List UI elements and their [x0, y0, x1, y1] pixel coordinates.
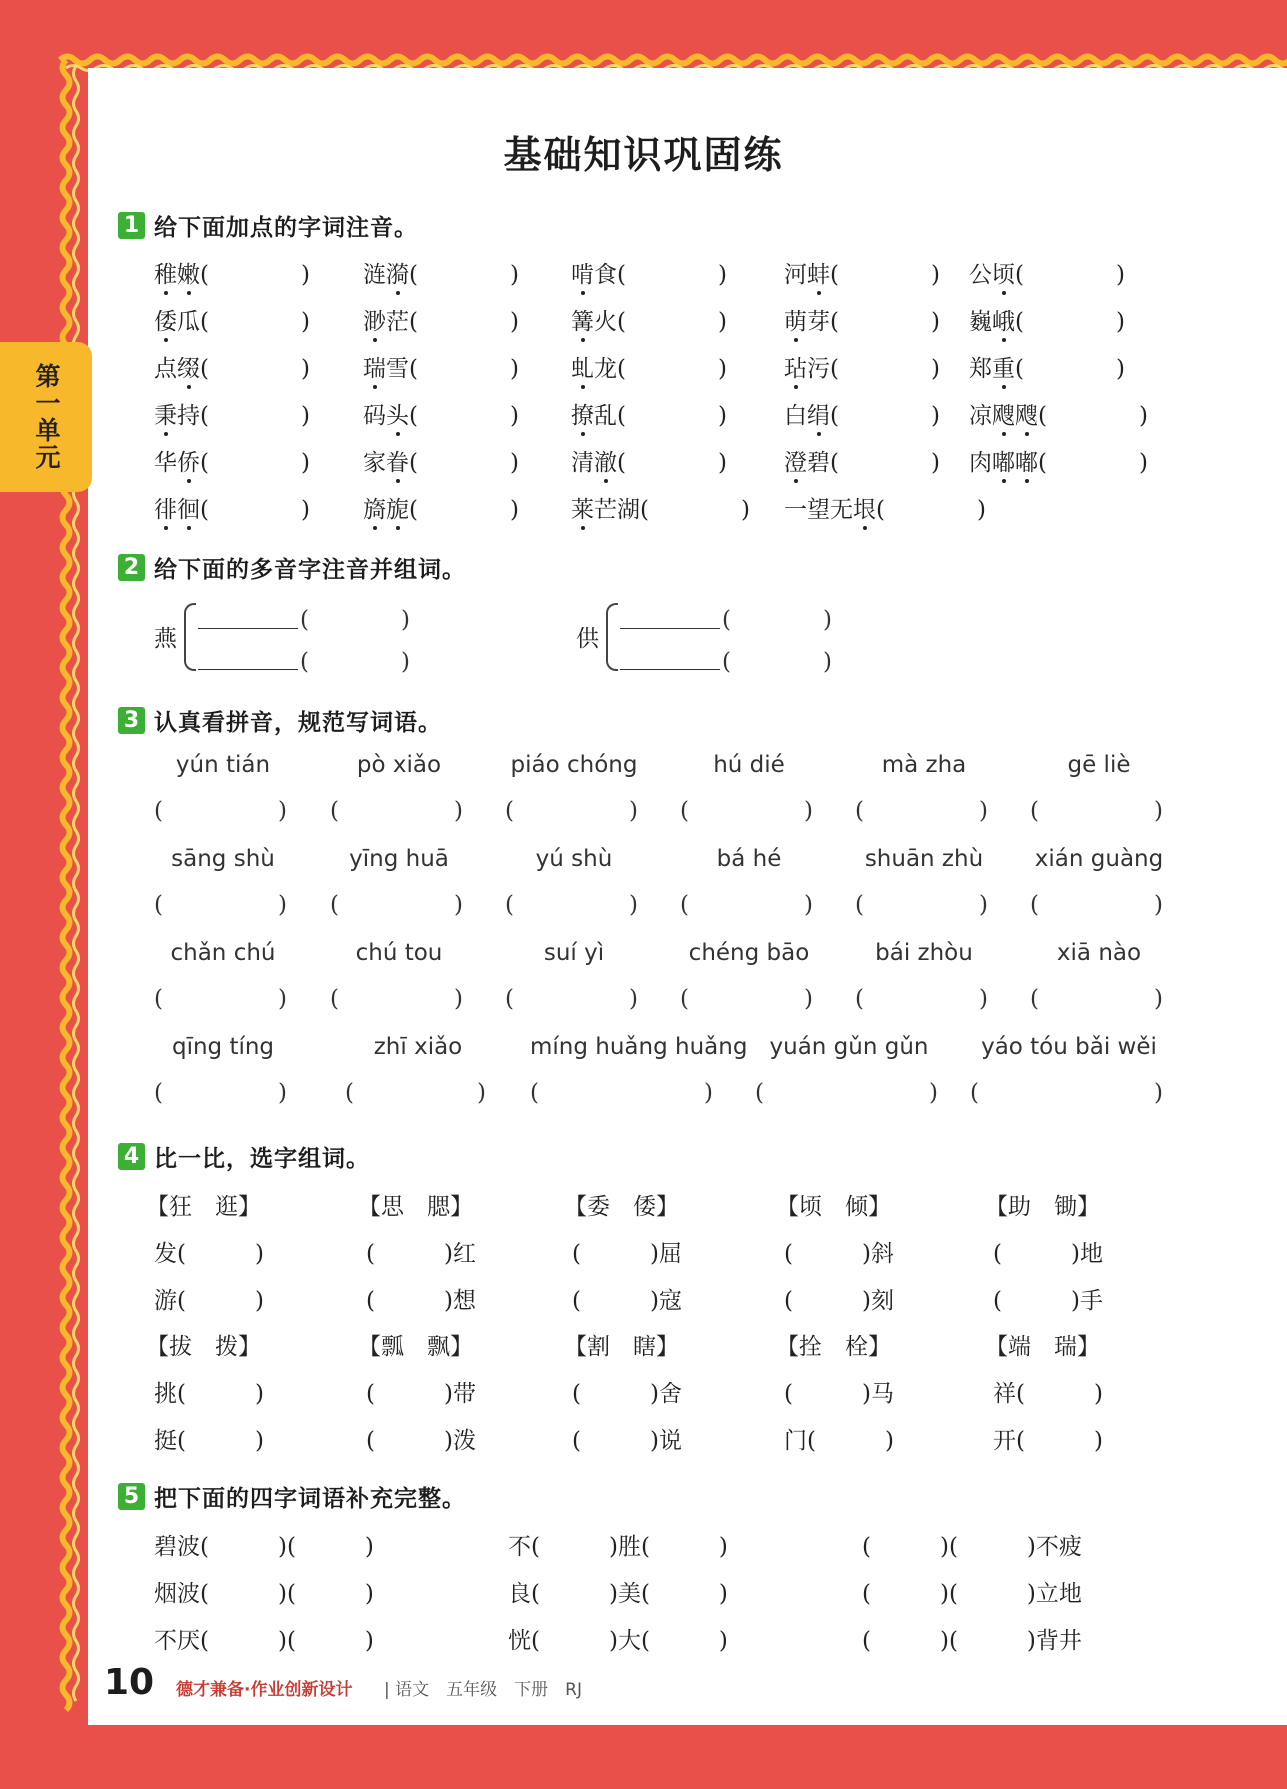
- vocab-item: [154, 256, 310, 289]
- vocab-item: [969, 256, 1125, 289]
- vocab-item: [363, 350, 519, 383]
- answer-paren[interactable]: ( ): [830, 309, 940, 335]
- section-5-header: [118, 1480, 466, 1513]
- answer-paren[interactable]: ( ): [830, 356, 940, 382]
- pinyin-text: shuān zhù: [864, 846, 984, 872]
- vocab-word: 旖旎: [363, 497, 409, 523]
- vocab-word: 倭瓜: [154, 309, 200, 335]
- fill-blank[interactable]: 挑( ): [154, 1381, 264, 1407]
- idiom-blank[interactable]: 不厌( )( ): [154, 1628, 374, 1654]
- answer-paren-left[interactable]: (: [330, 986, 339, 1012]
- section-number: 3: [118, 707, 145, 734]
- pinyin-text: míng huǎng huǎng: [530, 1034, 748, 1060]
- pinyin-text: zhī xiǎo: [373, 1034, 463, 1060]
- char-pair: 【狂 逛】: [146, 1194, 261, 1220]
- vocab-word: 徘徊: [154, 497, 200, 523]
- vocab-word: 点缀: [154, 356, 200, 382]
- answer-paren[interactable]: ( ): [409, 309, 519, 335]
- vocab-item: [969, 444, 1148, 477]
- answer-paren-right[interactable]: ): [929, 1080, 938, 1106]
- vocab-word: 华侨: [154, 450, 200, 476]
- section-2-header: [118, 551, 466, 584]
- answer-paren-right[interactable]: ): [979, 798, 988, 824]
- vocab-item: [784, 256, 940, 289]
- pinyin-text: sāng shù: [171, 846, 275, 872]
- answer-paren[interactable]: ( ): [1038, 450, 1148, 476]
- vocab-item: [154, 350, 310, 383]
- answer-paren-right[interactable]: ): [1154, 986, 1163, 1012]
- vocab-word: 稚嫩: [154, 262, 200, 288]
- answer-paren[interactable]: ( ): [1038, 403, 1148, 429]
- series-name: 德才兼备·作业创新设计: [176, 1680, 353, 1700]
- answer-paren-right[interactable]: ): [278, 1080, 287, 1106]
- answer-paren-right[interactable]: ): [278, 892, 287, 918]
- vocab-item: [363, 491, 519, 524]
- answer-paren[interactable]: ( ): [617, 356, 727, 382]
- vocab-item: [363, 303, 519, 336]
- answer-paren[interactable]: ( ): [830, 403, 940, 429]
- answer-paren-right[interactable]: ): [477, 1080, 486, 1106]
- answer-paren-right[interactable]: ): [804, 986, 813, 1012]
- vocab-item: [363, 444, 519, 477]
- answer-line[interactable]: [620, 628, 720, 629]
- polyphone-char: 燕: [154, 626, 177, 652]
- answer-paren[interactable]: ( ): [409, 403, 519, 429]
- answer-paren-left[interactable]: (: [505, 892, 514, 918]
- char-pair: 【委 倭】: [564, 1194, 679, 1220]
- answer-paren-right[interactable]: ): [454, 986, 463, 1012]
- pinyin-text: mà zha: [881, 752, 967, 778]
- idiom-blank[interactable]: 恍( )大( ): [508, 1628, 728, 1654]
- vocab-item: [784, 491, 986, 524]
- vocab-item: [154, 491, 310, 524]
- vocab-word: 玷污: [784, 356, 830, 382]
- answer-paren[interactable]: ( ): [876, 497, 986, 523]
- vocab-word: 肉嘟嘟: [969, 450, 1038, 476]
- fill-blank[interactable]: 开( ): [993, 1428, 1103, 1454]
- char-pair: 【端 瑞】: [985, 1334, 1100, 1360]
- fill-blank[interactable]: 挺( ): [154, 1428, 264, 1454]
- answer-paren-left[interactable]: (: [154, 1080, 163, 1106]
- vocab-word: 澄碧: [784, 450, 830, 476]
- vocab-word: 公顷: [969, 262, 1015, 288]
- fill-blank[interactable]: ( )屈: [572, 1241, 682, 1267]
- answer-paren-left[interactable]: (: [345, 1080, 354, 1106]
- vocab-word: 虬龙: [571, 356, 617, 382]
- answer-paren-right[interactable]: ): [1154, 1080, 1163, 1106]
- fill-blank[interactable]: 发( ): [154, 1241, 264, 1267]
- answer-paren-left[interactable]: (: [330, 892, 339, 918]
- answer-paren-right[interactable]: ): [629, 798, 638, 824]
- answer-paren-left[interactable]: (: [505, 986, 514, 1012]
- section-number: 1: [118, 212, 145, 239]
- vocab-item: [154, 303, 310, 336]
- pinyin-text: gē liè: [1067, 752, 1131, 778]
- vocab-word: 码头: [363, 403, 409, 429]
- page-title: 基础知识巩固练: [503, 133, 784, 177]
- fill-blank[interactable]: ( )斜: [784, 1241, 894, 1267]
- answer-paren[interactable]: ( ): [200, 262, 310, 288]
- char-pair: 【割 瞎】: [564, 1334, 679, 1360]
- idiom-blank[interactable]: 碧波( )( ): [154, 1534, 374, 1560]
- fill-blank[interactable]: ( )带: [366, 1381, 476, 1407]
- pinyin-text: yú shù: [535, 846, 613, 872]
- pinyin-text: bái zhòu: [875, 940, 973, 966]
- vocab-word: 渺茫: [363, 309, 409, 335]
- answer-paren[interactable]: ( ): [1015, 356, 1125, 382]
- vocab-word: 撩乱: [571, 403, 617, 429]
- pinyin-text: yīng huā: [349, 846, 449, 872]
- answer-paren[interactable]: ( ): [830, 450, 940, 476]
- answer-paren-left[interactable]: (: [1030, 892, 1039, 918]
- answer-paren[interactable]: ( ): [617, 262, 727, 288]
- vocab-item: [363, 256, 519, 289]
- answer-paren-left[interactable]: (: [154, 986, 163, 1012]
- vocab-item: [784, 303, 940, 336]
- vocab-item: [154, 444, 310, 477]
- pinyin-text: piáo chóng: [510, 752, 638, 778]
- answer-paren-right[interactable]: ): [454, 892, 463, 918]
- answer-paren-left[interactable]: (: [330, 798, 339, 824]
- section-1-header: [118, 209, 418, 242]
- answer-paren-right[interactable]: ): [1154, 892, 1163, 918]
- section-title: 给下面的多音字注音并组词。: [154, 557, 466, 583]
- fill-blank[interactable]: ( )想: [366, 1288, 476, 1314]
- section-3-header: [118, 704, 442, 737]
- answer-paren[interactable]: ( ): [200, 403, 310, 429]
- vocab-word: 家眷: [363, 450, 409, 476]
- vocab-word: 郑重: [969, 356, 1015, 382]
- answer-paren-right[interactable]: ): [278, 986, 287, 1012]
- answer-paren[interactable]: ( ): [830, 262, 940, 288]
- vocab-item: [571, 491, 750, 524]
- char-pair: 【顷 倾】: [776, 1194, 891, 1220]
- answer-paren[interactable]: ( ): [300, 649, 410, 675]
- answer-paren-left[interactable]: (: [530, 1080, 539, 1106]
- answer-paren-left[interactable]: (: [680, 892, 689, 918]
- polyphone-char: 供: [576, 626, 599, 652]
- fill-blank[interactable]: 祥( ): [993, 1381, 1103, 1407]
- answer-paren[interactable]: ( ): [200, 356, 310, 382]
- vocab-item: [784, 350, 940, 383]
- char-pair: 【助 锄】: [985, 1194, 1100, 1220]
- answer-paren[interactable]: ( ): [300, 607, 410, 633]
- section-number: 5: [118, 1483, 145, 1510]
- answer-paren-left[interactable]: (: [1030, 986, 1039, 1012]
- answer-paren-right[interactable]: ): [629, 892, 638, 918]
- fill-blank[interactable]: ( )泼: [366, 1428, 476, 1454]
- answer-paren-left[interactable]: (: [855, 986, 864, 1012]
- vocab-item: [969, 303, 1125, 336]
- vocab-word: 涟漪: [363, 262, 409, 288]
- vocab-word: 巍峨: [969, 309, 1015, 335]
- section-number: 4: [118, 1143, 145, 1170]
- section-title: 给下面加点的字词注音。: [154, 215, 418, 241]
- answer-paren-left[interactable]: (: [154, 798, 163, 824]
- idiom-blank[interactable]: 不( )胜( ): [508, 1534, 728, 1560]
- answer-paren-left[interactable]: (: [680, 986, 689, 1012]
- answer-paren[interactable]: ( ): [1015, 309, 1125, 335]
- answer-line[interactable]: [620, 669, 720, 670]
- fill-blank[interactable]: ( )舍: [572, 1381, 682, 1407]
- pinyin-text: xián guàng: [1034, 846, 1164, 872]
- pinyin-text: chéng bāo: [688, 940, 810, 966]
- vocab-item: [969, 350, 1125, 383]
- answer-paren[interactable]: ( ): [722, 607, 832, 633]
- vocab-word: 莱芒湖: [571, 497, 640, 523]
- char-pair: 【瓢 飘】: [358, 1334, 473, 1360]
- answer-paren-right[interactable]: ): [979, 892, 988, 918]
- pinyin-text: pò xiǎo: [356, 752, 442, 778]
- answer-paren[interactable]: ( ): [200, 497, 310, 523]
- answer-paren-right[interactable]: ): [704, 1080, 713, 1106]
- vocab-item: [571, 444, 727, 477]
- fill-blank[interactable]: ( )手: [993, 1288, 1103, 1314]
- answer-paren-right[interactable]: ): [979, 986, 988, 1012]
- fill-blank[interactable]: ( )马: [784, 1381, 894, 1407]
- answer-paren-left[interactable]: (: [755, 1080, 764, 1106]
- answer-paren[interactable]: ( ): [409, 497, 519, 523]
- answer-paren[interactable]: ( ): [640, 497, 750, 523]
- vocab-word: 萌芽: [784, 309, 830, 335]
- char-pair: 【拔 拨】: [146, 1334, 261, 1360]
- pinyin-text: bá hé: [716, 846, 782, 872]
- vocab-item: [154, 397, 310, 430]
- pinyin-text: chú tou: [355, 940, 443, 966]
- vocab-item: [571, 303, 727, 336]
- vocab-item: [571, 350, 727, 383]
- answer-paren-left[interactable]: (: [680, 798, 689, 824]
- idiom-blank[interactable]: 良( )美( ): [508, 1581, 728, 1607]
- answer-paren-left[interactable]: (: [154, 892, 163, 918]
- answer-paren-right[interactable]: ): [804, 892, 813, 918]
- fill-blank[interactable]: 游( ): [154, 1288, 264, 1314]
- section-title: 认真看拼音，规范写词语。: [154, 710, 442, 736]
- answer-line[interactable]: [198, 669, 298, 670]
- answer-paren[interactable]: ( ): [200, 450, 310, 476]
- fill-blank[interactable]: ( )说: [572, 1428, 682, 1454]
- char-pair: 【拴 栓】: [776, 1334, 891, 1360]
- book-info: | 语文 五年级 下册 RJ: [384, 1680, 582, 1700]
- answer-paren[interactable]: ( ): [722, 649, 832, 675]
- answer-paren-right[interactable]: ): [1154, 798, 1163, 824]
- idiom-blank[interactable]: ( )( )背井: [862, 1628, 1082, 1654]
- answer-paren-left[interactable]: (: [855, 892, 864, 918]
- vocab-item: [784, 444, 940, 477]
- pinyin-text: yuán gǔn gǔn: [769, 1034, 929, 1060]
- answer-paren[interactable]: ( ): [409, 262, 519, 288]
- answer-paren-left[interactable]: (: [1030, 798, 1039, 824]
- answer-paren[interactable]: ( ): [409, 450, 519, 476]
- answer-paren-left[interactable]: (: [970, 1080, 979, 1106]
- idiom-blank[interactable]: ( )( )不疲: [862, 1534, 1082, 1560]
- section-title: 比一比，选字组词。: [154, 1146, 370, 1172]
- page-number: 10: [104, 1662, 155, 1703]
- vocab-word: 清澈: [571, 450, 617, 476]
- vocab-word: 河蚌: [784, 262, 830, 288]
- pinyin-text: chǎn chú: [170, 940, 276, 966]
- unit-tab: 第一单元: [0, 342, 92, 492]
- answer-paren[interactable]: ( ): [617, 309, 727, 335]
- fill-blank[interactable]: ( )红: [366, 1241, 476, 1267]
- vocab-item: [969, 397, 1148, 430]
- answer-paren[interactable]: ( ): [409, 356, 519, 382]
- answer-paren-right[interactable]: ): [804, 798, 813, 824]
- vocab-word: 瑞雪: [363, 356, 409, 382]
- answer-paren-left[interactable]: (: [855, 798, 864, 824]
- idiom-blank[interactable]: ( )( )立地: [862, 1581, 1082, 1607]
- fill-blank[interactable]: ( )刻: [784, 1288, 894, 1314]
- answer-line[interactable]: [198, 628, 298, 629]
- answer-paren[interactable]: ( ): [200, 309, 310, 335]
- vocab-item: [571, 397, 727, 430]
- brace: [184, 603, 196, 671]
- pinyin-text: yáo tóu bǎi wěi: [981, 1034, 1157, 1060]
- answer-paren-right[interactable]: ): [278, 798, 287, 824]
- brace: [606, 603, 618, 671]
- vocab-word: 一望无垠: [784, 497, 876, 523]
- section-number: 2: [118, 554, 145, 581]
- pinyin-text: yún tián: [175, 752, 271, 778]
- answer-paren-left[interactable]: (: [505, 798, 514, 824]
- vocab-word: 啃食: [571, 262, 617, 288]
- vocab-word: 秉持: [154, 403, 200, 429]
- vocab-item: [784, 397, 940, 430]
- pinyin-text: qīng tíng: [171, 1034, 275, 1060]
- section-title: 把下面的四字词语补充完整。: [154, 1486, 466, 1512]
- pinyin-text: xiā nào: [1056, 940, 1142, 966]
- idiom-blank[interactable]: 烟波( )( ): [154, 1581, 374, 1607]
- char-pair: 【思 腮】: [358, 1194, 473, 1220]
- fill-blank[interactable]: ( )地: [993, 1241, 1103, 1267]
- vocab-item: [363, 397, 519, 430]
- answer-paren[interactable]: ( ): [617, 450, 727, 476]
- answer-paren[interactable]: ( ): [617, 403, 727, 429]
- vocab-word: 篝火: [571, 309, 617, 335]
- answer-paren-right[interactable]: ): [454, 798, 463, 824]
- pinyin-text: suí yì: [543, 940, 605, 966]
- answer-paren-right[interactable]: ): [629, 986, 638, 1012]
- answer-paren[interactable]: ( ): [1015, 262, 1125, 288]
- fill-blank[interactable]: 门( ): [784, 1428, 894, 1454]
- section-4-header: [118, 1140, 370, 1173]
- vocab-word: 白绢: [784, 403, 830, 429]
- pinyin-text: hú dié: [713, 752, 785, 778]
- vocab-item: [571, 256, 727, 289]
- fill-blank[interactable]: ( )寇: [572, 1288, 682, 1314]
- vocab-word: 凉飕飕: [969, 403, 1038, 429]
